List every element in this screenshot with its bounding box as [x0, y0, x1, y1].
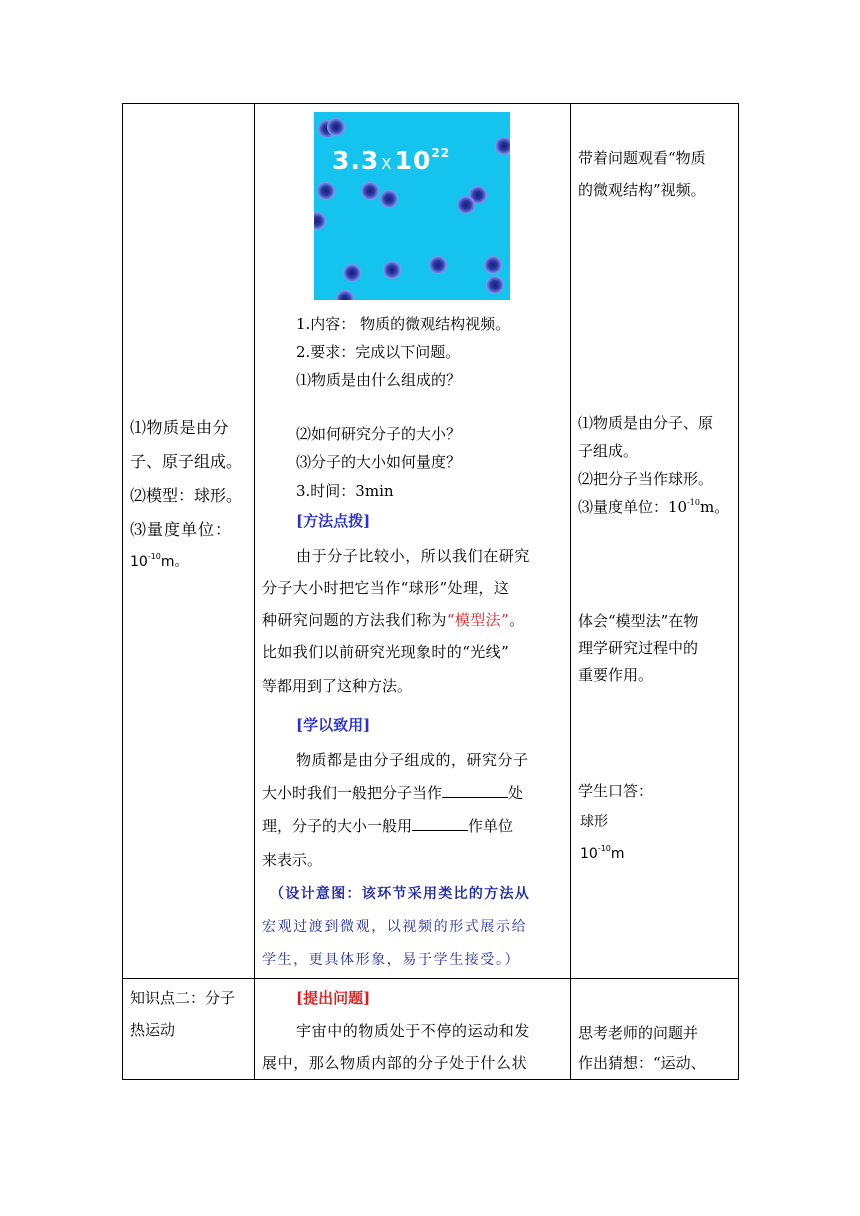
apply-line-3-end: 作单位 — [468, 817, 514, 835]
apply-line-2-end: 处 — [508, 784, 524, 802]
question-3: ⑶分子的大小如何量度？ — [296, 453, 462, 471]
method-line-4: 比如我们以前研究光现象时的“光线” — [262, 643, 510, 661]
thumbnail-exponent: 22 — [431, 146, 451, 160]
activity-content: 1.内容： 物质的微观结构视频。 — [296, 315, 511, 333]
column-divider-1 — [254, 103, 255, 1080]
molecule-icon — [429, 256, 447, 274]
watch-line-1: 带着问题观看“物质 — [578, 149, 706, 167]
molecule-icon — [495, 137, 510, 155]
apply-line-2 — [262, 783, 523, 803]
apply-line-2-text: 大小时我们一般把分子当作 — [262, 784, 443, 802]
oral-answer-2 — [580, 844, 625, 864]
experience-line-3: 重要作用。 — [578, 666, 654, 684]
method-line-5: 等都用到了这种方法。 — [262, 677, 413, 695]
summary-line-4: ⑶量度单位： — [130, 520, 233, 539]
method-line-2: 分子大小时把它当作“球形”处理，这 — [262, 579, 510, 597]
unit-base: 10 — [130, 554, 148, 570]
molecule-icon — [383, 261, 401, 279]
model-method-term: “模型法” — [446, 611, 510, 629]
apply-line-1: 物质都是由分子组成的，研究分子 — [296, 751, 529, 769]
molecule-icon — [484, 256, 502, 274]
question-2: ⑵如何研究分子的大小？ — [296, 425, 462, 443]
method-heading: [方法点拨] — [296, 512, 371, 530]
answer-line-3: ⑵把分子当作球形。 — [578, 470, 714, 488]
thumbnail-base: 10 — [394, 146, 432, 175]
design-intent-line-1: （设计意图：该环节采用类比的方法从 — [270, 886, 531, 902]
oral-answer-1: 球形 — [580, 814, 608, 830]
unit-suffix: m。 — [160, 554, 189, 570]
thumbnail-mantissa: 3.3 — [332, 146, 380, 175]
molecule-icon — [486, 276, 504, 294]
question-line-2: 展中，那么物质内部的分子处于什么状 — [262, 1054, 528, 1072]
summary-line-3: ⑵模型：球形。 — [130, 486, 243, 505]
method-line-3-text: 种研究问题的方法我们称为 — [262, 611, 447, 629]
answer-unit-suffix: m。 — [699, 498, 730, 516]
table-right-border — [738, 103, 739, 1080]
molecule-icon — [336, 290, 354, 300]
guess-line-1: 思考老师的问题并 — [578, 1024, 699, 1042]
method-line-3 — [262, 610, 525, 630]
guess-line-2: 作出猜想：“运动、 — [578, 1054, 706, 1072]
apply-line-4: 来表示。 — [262, 851, 323, 869]
row-divider — [122, 978, 739, 979]
summary-line-1: ⑴物质是由分 — [130, 418, 230, 437]
molecule-icon — [361, 182, 379, 200]
question-line-1: 宇宙中的物质处于不停的运动和发 — [296, 1022, 531, 1040]
topic-line-2: 热运动 — [130, 1021, 176, 1039]
oral-unit-exponent: -10 — [597, 844, 611, 853]
molecule-icon — [314, 212, 326, 230]
molecule-icon — [343, 264, 361, 282]
activity-requirement: 2.要求：完成以下问题。 — [296, 343, 461, 361]
thumbnail-times: X — [381, 155, 393, 173]
column-divider-2 — [570, 103, 571, 1080]
watch-line-2: 的微观结构”视频。 — [578, 181, 706, 199]
video-thumbnail[interactable] — [314, 112, 510, 300]
molecule-icon — [457, 196, 475, 214]
oral-unit-suffix: m — [610, 846, 625, 862]
summary-line-5 — [130, 552, 189, 572]
answer-line-2: 子组成。 — [578, 442, 639, 460]
molecule-icon — [380, 190, 398, 208]
question-heading: [提出问题] — [296, 989, 371, 1007]
activity-time: 3.时间：3min — [296, 482, 394, 500]
topic-line-1: 知识点二：分子 — [130, 989, 236, 1007]
table-bottom-border — [122, 1079, 739, 1080]
design-intent-line-3: 学生，更具体形象，易于学生接受。） — [262, 952, 521, 968]
design-intent-line-2: 宏观过渡到微观，以视频的形式展示给 — [262, 919, 528, 935]
experience-line-1: 体会“模型法”在物 — [578, 612, 699, 630]
thumbnail-number — [332, 146, 450, 175]
experience-line-2: 理学研究过程中的 — [578, 639, 699, 657]
unit-exponent: -10 — [147, 552, 161, 561]
fill-blank-1[interactable] — [442, 783, 508, 798]
apply-heading: [学以致用] — [296, 716, 371, 734]
molecule-icon — [327, 118, 345, 136]
answer-unit-exponent: -10 — [687, 498, 700, 507]
oral-unit-base: 10 — [580, 846, 598, 862]
molecule-icon — [317, 182, 335, 200]
answer-unit-base: ⑶量度单位：10 — [578, 498, 688, 516]
table-left-border — [122, 103, 123, 1080]
summary-line-2: 子、原子组成。 — [130, 452, 243, 471]
answer-line-1: ⑴物质是由分子、原 — [578, 414, 714, 432]
oral-answer-label: 学生口答： — [578, 782, 654, 800]
table-top-border — [122, 103, 739, 104]
apply-line-3 — [262, 816, 513, 836]
method-line-1: 由于分子比较小，所以我们在研究 — [296, 547, 531, 565]
method-line-3-end: 。 — [509, 611, 525, 629]
apply-line-3-text: 理，分子的大小一般用 — [262, 817, 413, 835]
answer-line-4 — [578, 497, 729, 517]
question-1: ⑴物质是由什么组成的？ — [296, 371, 462, 389]
fill-blank-2[interactable] — [412, 816, 468, 831]
